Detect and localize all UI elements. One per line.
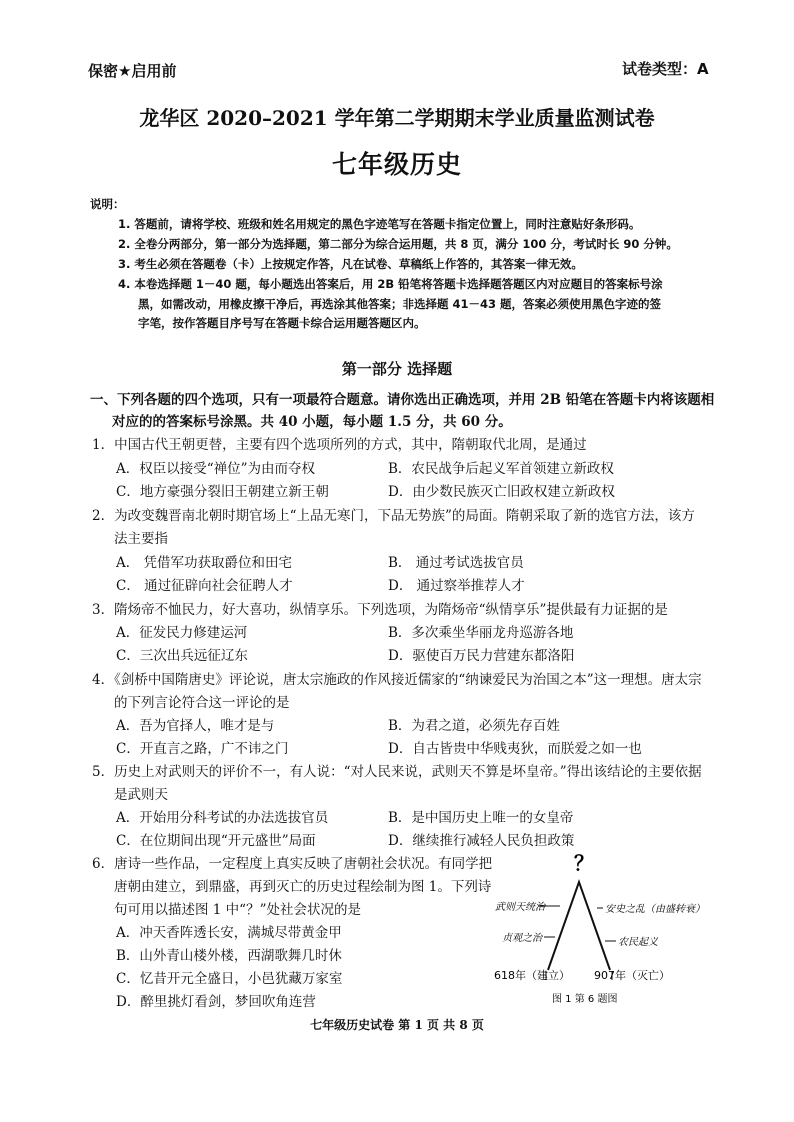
question-stem: 4．《剑桥中国隋唐史》评论说，唐太宗施政的作风接近儒家的“纳谏爱民为治国之本”这一理想。唐太宗 <box>92 672 702 688</box>
question-stem: 6．唐诗一些作品，一定程度上真实反映了唐朝社会状况。有同学把 <box>92 856 493 872</box>
option-a: A．冲天香阵透长安，满城尽带黄金甲 <box>116 925 342 941</box>
option-b: B．多次乘坐华丽龙舟巡游各地 <box>388 625 574 641</box>
instruction-item: 1. 答题前，请将学校、班级和姓名用规定的黑色字迹笔写在答题卡指定位置上，同时注意贴好条形码。 <box>118 217 641 231</box>
instruction-item: 4. 本卷选择题 1－40 题，每小题选出答案后，用 2B 铅笔将答题卡选择题答题区内对应题目的答案标号涂 <box>118 277 663 291</box>
option-c: C．忆昔开元全盛日，小邑犹藏万家室 <box>116 971 343 987</box>
option-d: D．由少数民族灭亡旧政权建立新政权 <box>388 484 615 500</box>
option-b: B．为君之道，必须先存百姓 <box>388 718 560 734</box>
question-stem-cont: 句可用以描述图 1 中“？”处社会状况的是 <box>114 902 361 918</box>
option-b: B． 通过考试选拔官员 <box>388 555 524 571</box>
question-stem-cont: 的下列言论符合这一评论的是 <box>114 695 290 711</box>
option-d: D．自古皆贵中华贱夷狄，而朕爱之如一也 <box>388 741 642 757</box>
label-wu-zetian: 武则天统治 <box>495 902 545 913</box>
instruction-item: 3. 考生必须在答题卷（卡）上按规定作答，凡在试卷、草稿纸上作答的，其答案一律无效。 <box>118 257 583 271</box>
label-end-year: 907年（灭亡） <box>594 969 670 982</box>
option-d: D．继续推行减轻人民负担政策 <box>388 833 575 849</box>
paper-type: 试卷类型：A <box>622 60 709 78</box>
option-a: A．权臣以接受“禅位”为由而夺权 <box>116 461 316 477</box>
confidential-mark: 保密★启用前 <box>88 62 177 80</box>
option-a: A．吾为官择人，唯才是与 <box>116 718 275 734</box>
section-instruction: 一、下列各题的四个选项，只有一项最符合题意。请你选出正确选项，并用 2B 铅笔在答题卡内将该题相 <box>90 392 715 408</box>
option-c: C．地方豪强分裂旧王朝建立新王朝 <box>116 484 329 500</box>
instruction-item-cont: 字笔，按作答题目序号写在答题卡综合运用题答题区内。 <box>138 316 426 330</box>
option-b: B．农民战争后起义军首领建立新政权 <box>388 461 614 477</box>
question-stem-cont: 法主要指 <box>114 531 168 547</box>
label-start-year: 618年（建立） <box>494 969 570 982</box>
figure-caption: 图 1 第 6 题图 <box>552 994 618 1005</box>
tang-dynasty-diagram <box>470 840 760 1015</box>
option-a: A．征发民力修建运河 <box>116 625 248 641</box>
option-d: D．驱使百万民力营建东都洛阳 <box>388 648 575 664</box>
option-b: B．是中国历史上唯一的女皇帝 <box>388 810 574 826</box>
label-anshi-rebellion: 安史之乱（由盛转衰） <box>605 904 705 915</box>
question-stem: 5．历史上对武则天的评价不一，有人说：“对人民来说，武则天不算是坏皇帝。”得出该结论的主要依据 <box>92 764 702 780</box>
option-d: D． 通过察举推荐人才 <box>388 578 525 594</box>
instruction-item-cont: 黑，如需改动，用橡皮擦干净后，再选涂其他答案；非选择题 41－43 题，答案必须使用黑色字迹的签 <box>138 297 662 311</box>
question-stem-cont: 唐朝由建立，到鼎盛，再到灭亡的历史过程绘制为图 1。下列诗 <box>114 879 492 895</box>
exam-title: 龙华区 2020–2021 学年第二学期期末学业质量监测试卷 <box>139 106 655 130</box>
option-b: B．山外青山楼外楼，西湖歌舞几时休 <box>116 948 342 964</box>
option-a: A．开始用分科考试的办法选拔官员 <box>116 810 329 826</box>
option-c: C． 通过征辟向社会征聘人才 <box>116 578 293 594</box>
question-stem: 2．为改变魏晋南北朝时期官场上“上品无寒门，下品无势族”的局面。隋朝采取了新的选官方法，该方 <box>92 508 695 524</box>
section-title: 第一部分 选择题 <box>341 360 453 378</box>
section-instruction-cont: 对应的的答案标号涂黑。共 40 小题，每小题 1.5 分，共 60 分。 <box>112 414 512 430</box>
exam-subject: 七年级历史 <box>331 150 462 179</box>
peak-question-mark: ？ <box>574 851 594 875</box>
option-a: A． 凭借军功获取爵位和田宅 <box>116 555 293 571</box>
option-c: C．三次出兵远征辽东 <box>116 648 248 664</box>
question-stem-cont: 是武则天 <box>114 787 168 803</box>
question-stem: 1．中国古代王朝更替，主要有四个选项所列的方式，其中，隋朝取代北周，是通过 <box>92 437 587 453</box>
option-d: D．醉里挑灯看剑，梦回吹角连营 <box>116 994 316 1010</box>
label-peasant-uprising: 农民起义 <box>618 937 658 948</box>
option-c: C．在位期间出现“开元盛世”局面 <box>116 833 316 849</box>
option-c: C．开直言之路，广不讳之门 <box>116 741 289 757</box>
instruction-item: 2. 全卷分两部分，第一部分为选择题，第二部分为综合运用题，共 8 页，满分 100 分，考试时长 90 分钟。 <box>118 237 678 251</box>
question-stem: 3．隋炀帝不恤民力，好大喜功，纵情享乐。下列选项，为隋炀帝“纵情享乐”提供最有力证据的是 <box>92 602 668 618</box>
page-footer: 七年级历史试卷 第 1 页 共 8 页 <box>310 1018 484 1032</box>
instructions-label: 说明： <box>90 197 125 211</box>
rise-fall-line <box>548 882 610 970</box>
label-zhenguan: 贞观之治 <box>502 933 542 944</box>
